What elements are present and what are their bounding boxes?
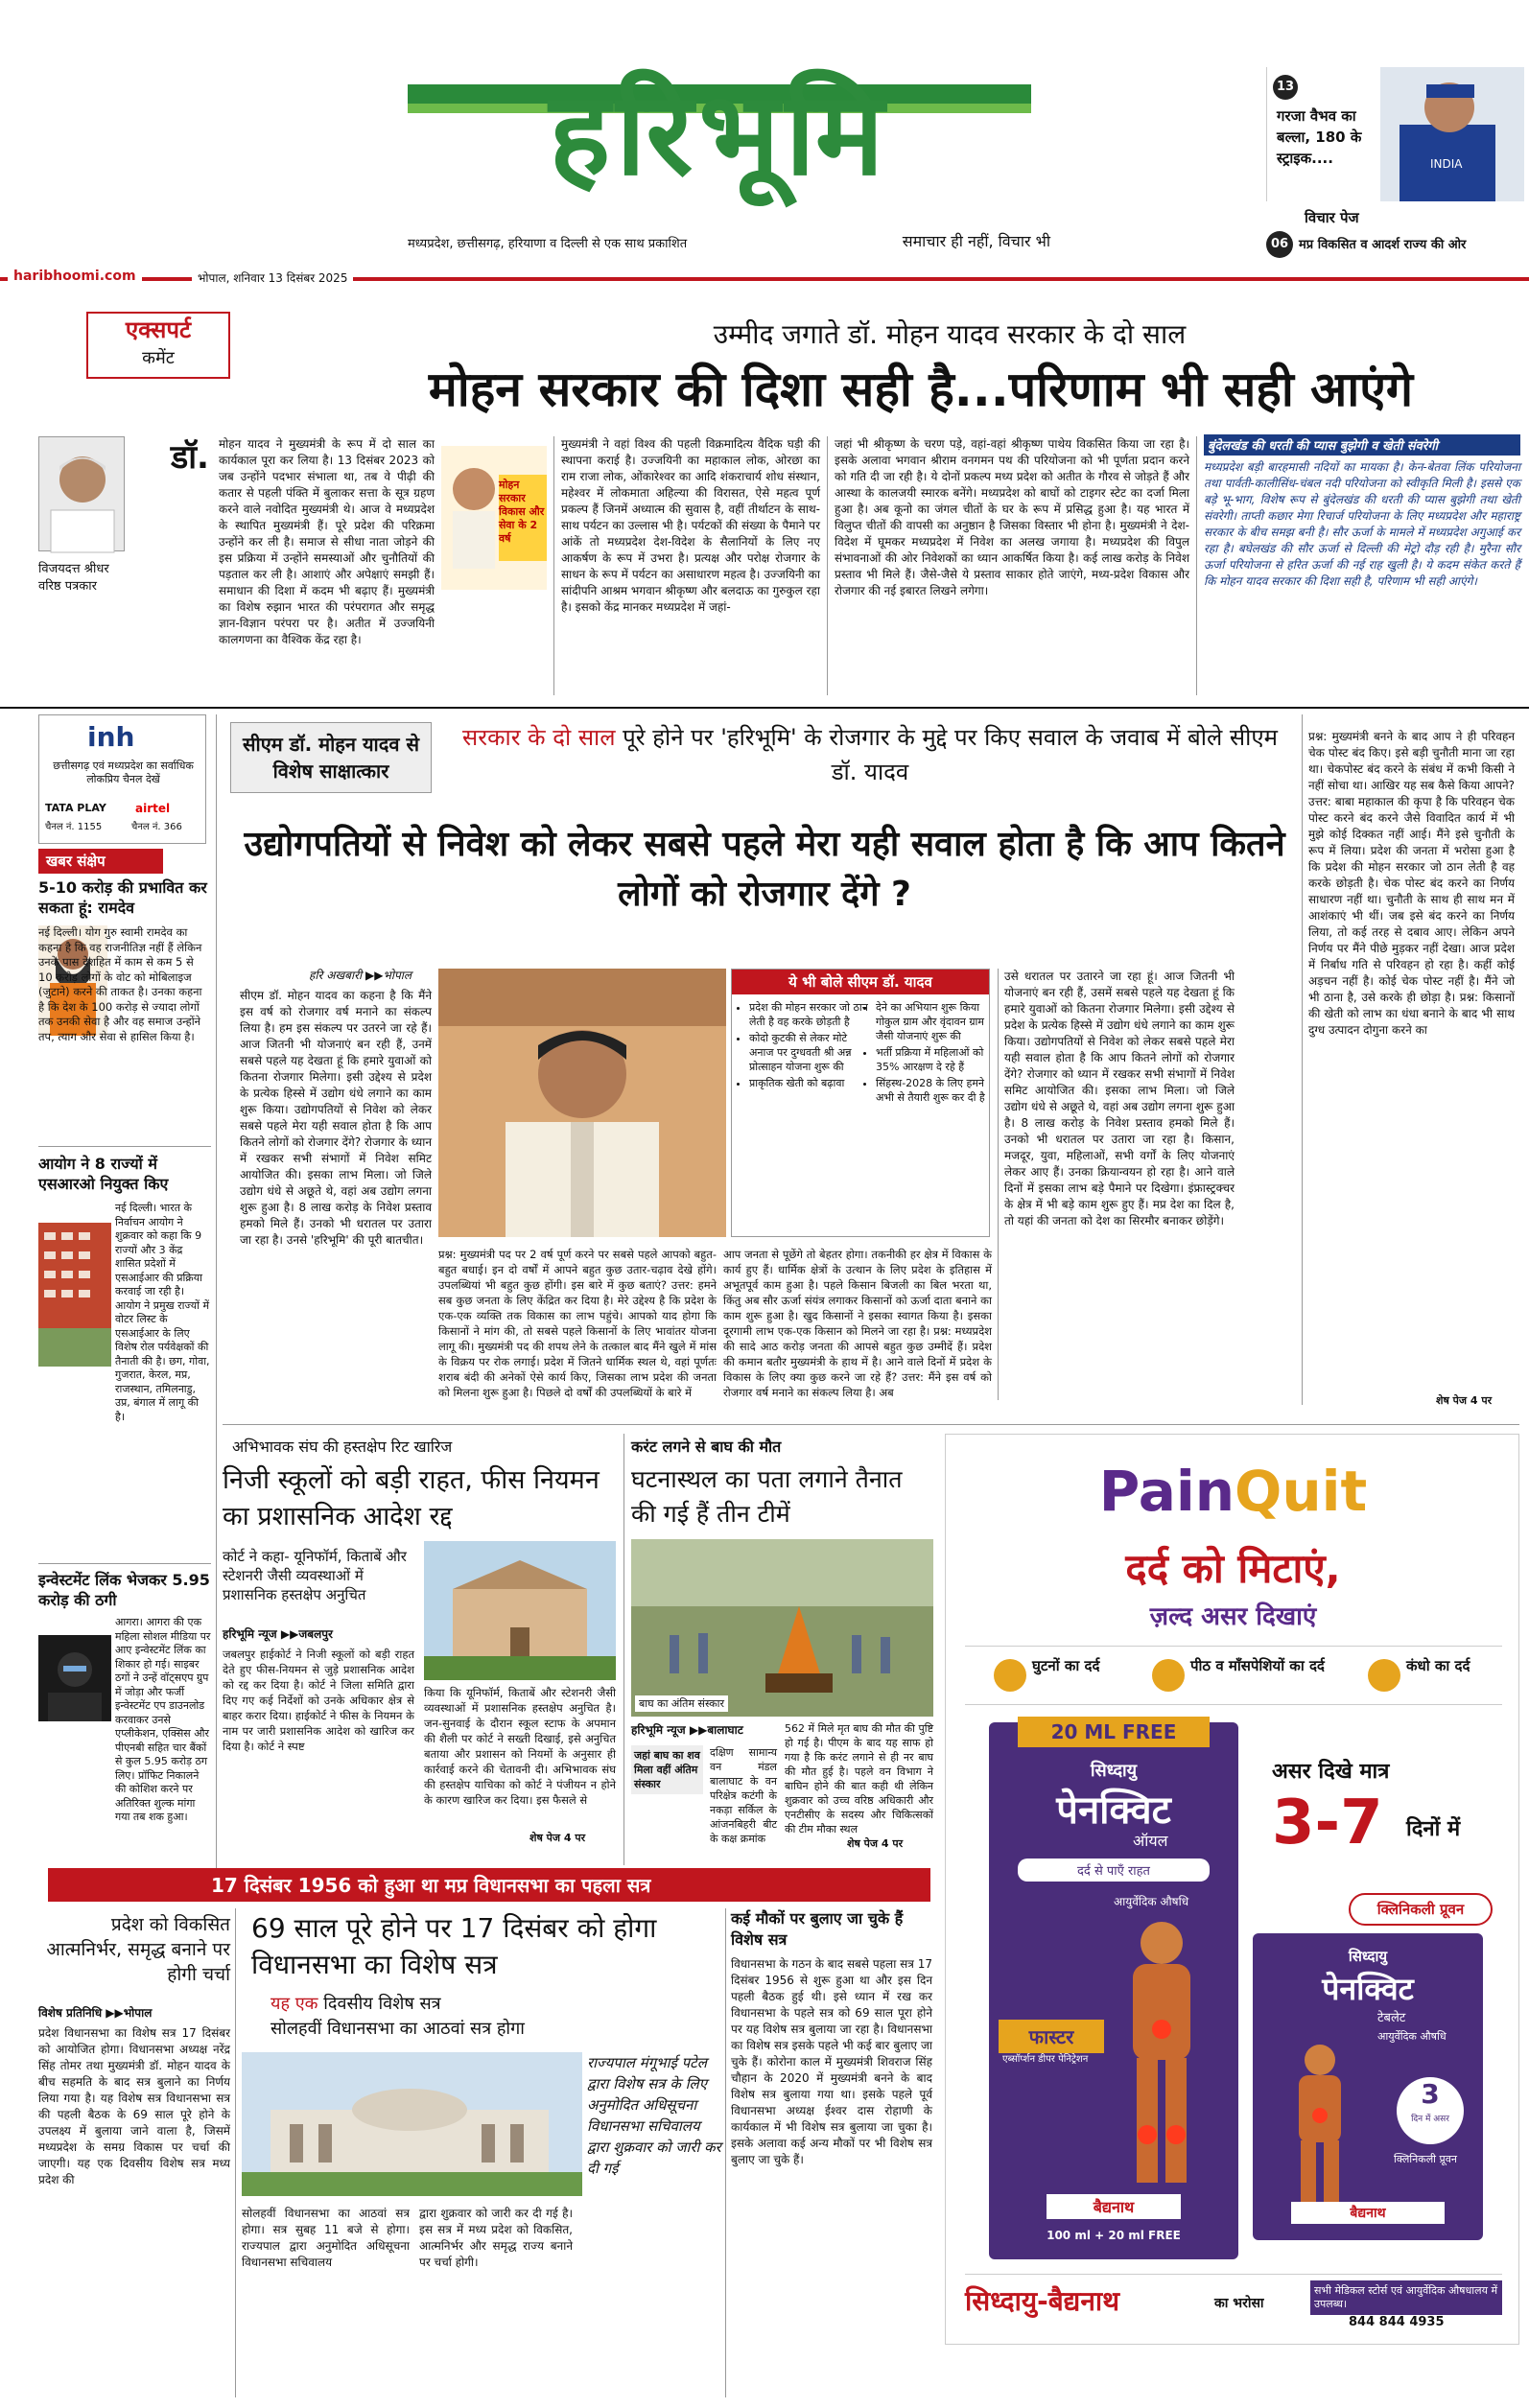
ad-brand-pain: Pain	[1098, 1459, 1235, 1524]
ad-cat-2: पीठ व माँसपेशियों का दर्द	[1190, 1657, 1325, 1674]
interview-continued[interactable]: शेष पेज 4 पर	[1436, 1394, 1493, 1407]
assembly-side-body: प्रदेश विधानसभा का विशेष सत्र 17 दिसंबर को आयोजित होगा। विधानसभा अध्यक्ष नरेंद्र सिंह तोमर तथा मुख्यमंत्री डॉ. मोहन यादव के बीच सहमति के बाद सत्र बुलाने का निर्णय लिया गया है। यह विशेष सत्र विधानसभा सत्र की पहली बैठक के 69 साल पूरे होने के उपलक्ष्य में बुलाया जाने वाला है, जिसमें मध्यप्रदेश के समग्र विकास पर चर्चा की जाएगी। यह एक दिवसीय विशेष सत्र मध्य प्रदेश की	[38, 2026, 230, 2186]
also-said-box	[731, 969, 990, 1237]
tiger-continued[interactable]: शेष पेज 4 पर	[847, 1837, 904, 1850]
tiger-photo	[631, 1539, 933, 1717]
teaser-bottom-text: मप्र विकसित व आदर्श राज्य की ओर	[1299, 238, 1467, 252]
tata-channel: चैनल नं. 1155	[45, 822, 103, 832]
interview-qa2: आप जनता से पूछेंगे तो बेहतर होगा। तकनीकी हर क्षेत्र में विकास के कार्य हुए हैं। धार्मिक क्षेत्रों के उत्थान के लिए प्रदेश के इतिहास में अभूतपूर्व काम हुआ है। पहले किसान बिजली का बिल भरता था, किंतु अब सौर ऊर्जा संयंत्र लगाकर किसानों को ऊर्जा दाता बनाने का काम शुरू हुआ है। खुद किसानों ने इसका स्वागत किया है। इसका दूरगामी लाभ एक-एक किसान को मिलने जा रहा है। प्रश्न: मध्यप्रदेश की सादे आठ करोड़ जनता की आपसे बहुत कुछ उम्मीदें हैं। प्रदेश की कमान बतौर मुख्यमंत्री के हाथ में है। आने वाले दिनों में प्रदेश के विकास के लिए क्या कुछ करने जा रहे हैं? उत्तर: मैंने इस वर्ष को रोजगार वर्ष मनाने का संकल्प लिया है। अब	[723, 1248, 992, 1399]
sidebar-title: खबर संक्षेप	[38, 849, 163, 874]
author-photo	[38, 436, 125, 551]
oil-box	[989, 1722, 1238, 2259]
author-name: विजयदत्त श्रीधर	[38, 562, 109, 576]
ec-building-photo	[38, 1223, 111, 1367]
school-headline: निजी स्कूलों को बड़ी राहत, फीस नियमन का प्रशासनिक आदेश रद्द	[223, 1465, 600, 1531]
expert-label-1: एक्सपर्ट	[125, 316, 192, 343]
school-col1: जबलपुर हाईकोर्ट ने निजी स्कूलों को बड़ी राहत देते हुए फीस-नियमन से जुड़े प्रशासनिक आदेश को रद्द कर दिया है। कोर्ट ने जिला समिति द्वारा दिए गए कई निर्देशों को उनके अधिकार क्षेत्र से बाहर करार दिया। हाईकोर्ट ने फीस के नियमन के नाम पर जारी प्रशासनिक आदेश को खारिज कर दिया है। कोर्ट ने स्पष्ट	[223, 1648, 414, 1753]
sidebar	[38, 849, 211, 1884]
also-said-title: ये भी बोले सीएम डॉ. यादव	[732, 970, 989, 994]
school-kicker: अभिभावक संघ की हस्तक्षेप रिट खारिज	[232, 1438, 453, 1456]
sidebar-story-2-body: नई दिल्ली। भारत के निर्वाचन आयोग ने शुक्रवार को कहा कि 9 राज्यों और 3 केंद्र शासित प्रदेशों में एसआईआर की प्रक्रिया करवाई जा रही है। आयोग ने प्रमुख राज्यों में वोटर लिस्ट के एसआईआर के लिए विशेष रोल पर्यवेक्षकों की तैनाती की है। छग, गोवा, गुजरात, केरल, मप्र, राजस्थान, तमिलनाडु, उप्र, बंगाल में लागू की है।	[115, 1202, 210, 1423]
sidebar-story-1-head[interactable]: 5-10 करोड़ की प्रभावित कर सकता हूं: रामदेव	[38, 878, 207, 917]
inh-desc: छत्तीसगढ़ एवं मध्यप्रदेश का सर्वाधिक लोकप्रिय चैनल देखें	[53, 760, 194, 785]
interview-divider-1	[998, 969, 999, 1400]
ad-cat-3: कंधो का दर्द	[1406, 1657, 1470, 1674]
vidhan-sabha-photo	[242, 2052, 582, 2196]
ad-footer-brand: सिध्दायु-बैद्यनाथ	[965, 2285, 1120, 2317]
teaser-bottom-section: विचार पेज	[1305, 209, 1359, 226]
oil-note: आयुर्वेदिक औषधि	[1114, 1895, 1189, 1908]
tagline-right: समाचार ही नहीं, विचार भी	[902, 232, 1050, 250]
days-number: 3-7	[1272, 1788, 1383, 1859]
interview-box: सीएम डॉ. मोहन यादव से विशेष साक्षात्कार	[230, 722, 432, 793]
ad-headline: दर्द को मिटाएं,	[1125, 1545, 1341, 1592]
faster-label: फास्टर	[999, 2020, 1104, 2053]
body-figure	[1094, 1914, 1229, 2192]
rule-1	[0, 707, 1529, 709]
also-said-list-left	[736, 998, 872, 1092]
sidebar-story-1-body: नई दिल्ली। योग गुरु स्वामी रामदेव का कहना है कि वह राजनीतिज्ञ नहीं हैं लेकिन उनके पास देशहित में काम से कम 5 से 10 करोड़ लोगों के वोट को मोबिलाइज (जुटाने) करने की ताकत है। उनका कहना है कि देश के 100 करोड़ से ज्यादा लोगों तक उनकी सेवा है और वह समाज उन्होंने तप, त्याग और सेवा से हासिल किया है।	[38, 925, 202, 1043]
oil-sidhayu: सिध्दायु	[1090, 1761, 1138, 1781]
ad-footer	[965, 2274, 1502, 2331]
tablet-proven: क्लिनिकली प्रूवन	[1394, 2153, 1457, 2165]
expert-dropcap: डॉ.	[171, 438, 209, 477]
ad-footer-trust: का भरोसा	[1214, 2296, 1264, 2311]
tiger-byline: हरिभूमि न्यूज ▶▶बालाघाट	[631, 1723, 743, 1737]
knee-icon	[994, 1659, 1026, 1692]
school-continued[interactable]: शेष पेज 4 पर	[529, 1832, 586, 1844]
masthead-logo	[408, 56, 1031, 199]
interview-col4: प्रश्न: मुख्यमंत्री बनने के बाद आप ने ही परिवहन चेक पोस्ट बंद किए। इसे बड़ी चुनौती माना जा रहा था। चेकपोस्ट बंद करने के संबंध में कभी किसी ने नहीं सोचा था। आखिर यह सब कैसे किया आपने? उत्तर: बाबा महाकाल की कृपा है कि परिवहन चेक पोस्ट करने बंद करने जैसे विवादित कार्य में भी मुझे कोई दिक्कत नहीं आई। मैंने इसे चुनौती के रूप में लिया। प्रदेश की जनता में भरोसा हुआ है कि प्रदेश की मोहन सरकार जो ठान लेती है वह करके छोड़ती है। चेक पोस्ट बंद करने का निर्णय साधारण नहीं था। चुनौती के साथ ही साथ मन में आशंकाएं भी थीं। जब इसे बंद करने का निर्णय लिया, तो कई तरह से दबाव आए। लेकिन अपने निर्णय पर मैंने पीछे मुड़कर नहीं देखा। आज प्रदेश में निर्बाध गति से परिवहन हो रहा है। कहीं कोई अड़चन नहीं है। कोई चेक पोस्ट नहीं है। मैंने जो भी ठाना है, उसे करके ही छोड़ा है। प्रश्न: किसानों की खेती को लाभ का धंधा बनाने के बाद भी साथ दुग्ध उत्पादन दोगुना करने का	[1308, 730, 1515, 1037]
tablet-sidhayu: सिध्दायु	[1348, 1948, 1388, 1965]
tablet-box	[1253, 1933, 1483, 2240]
tablet-days-number: 3	[1421, 2078, 1440, 2110]
interview-headline: उद्योगपतियों से निवेश को लेकर सबसे पहले मेरा यही सवाल होता है कि आप कितने लोगों को रोजगार देंगे ?	[244, 825, 1285, 914]
mohan-badge	[441, 446, 547, 590]
school-divider	[623, 1434, 624, 1865]
assembly-headline: 69 साल पूरे होने पर 17 दिसंबर को होगा विधानसभा का विशेष सत्र	[251, 1912, 657, 1980]
mohan-badge-text: मोहन सरकार विकास और सेवा के 2 वर्ष	[499, 479, 545, 545]
expert-divider-1	[553, 436, 554, 695]
school-col2: किया कि यूनिफॉर्म, किताबें और स्टेशनरी जैसी व्यवस्थाओं में प्रशासनिक हस्तक्षेप अनुचित है। जन-सुनवाई के दौरान स्कूल स्टाफ के अपमान की शैली पर कोर्ट ने सख्ती दिखाई, इसे अनुचित बताया और प्रशासन को नियमों के अनुसार ही कार्रवाई करने की चेतावनी दी। अभिभावक संघ की हस्तक्षेप याचिका को कोर्ट ने पंजीयन न होने के कारण खारिज कर दिया। इस फैसले से	[424, 1686, 616, 1807]
date-bar	[0, 269, 1529, 288]
ad-brand-quit: Quit	[1235, 1459, 1368, 1524]
expert-divider-3	[1196, 436, 1197, 695]
expert-label	[86, 312, 230, 379]
also-said-list-right	[862, 998, 999, 1107]
tiger-headline: घटनास्थल का पता लगाने तैनात की गई हैं तीन टीमें	[631, 1465, 903, 1528]
ad-cat-1: घुटनों का दर्द	[1032, 1657, 1100, 1674]
assembly-pull: राज्यपाल मंगूभाई पटेल द्वारा विशेष सत्र के लिए अनुमोदित अधिसूचना विधानसभा सचिवालय द्वारा शुक्रवार को जारी कर दी गई	[587, 2054, 721, 2177]
sidebar-story-2-photo	[38, 1223, 111, 1367]
assembly-banner: 17 दिसंबर 1956 को हुआ था मप्र विधानसभा का पहला सत्र	[48, 1868, 930, 1902]
ad-categories	[965, 1646, 1502, 1705]
tablet-figure	[1272, 2039, 1368, 2211]
author-portrait	[39, 437, 126, 552]
assembly-main	[242, 1908, 721, 2397]
school-story	[223, 1434, 616, 1865]
expert-divider-2	[827, 436, 828, 695]
tiger-kicker: करंट लगने से बाघ की मौत	[631, 1438, 782, 1456]
ad-stores: सभी मेडिकल स्टोर्स एवं आयुर्वेदिक औषधालय में उपलब्ध।	[1310, 2280, 1502, 2315]
rule-2	[223, 1424, 1519, 1425]
assembly-photo	[242, 2052, 582, 2196]
assembly-byline: विशेष प्रतिनिधि ▶▶भोपाल	[38, 2006, 153, 2020]
cm-photo	[438, 969, 726, 1237]
interview-section	[223, 714, 1519, 1419]
also-said-item: • सिंहस्थ-2028 के लिए हमने अभी से तैयारी शुरू कर दी है	[876, 1076, 999, 1105]
interview-divider-2	[1302, 714, 1303, 1405]
cricketer-photo	[1380, 67, 1524, 201]
assembly-box-title: कई मौकों पर बुलाए जा चुके हैं विशेष सत्र	[731, 1909, 904, 1949]
oil-baidyanath: बैद्यनाथ	[1047, 2194, 1181, 2219]
tablet-type: टेबलेट	[1377, 2011, 1406, 2025]
dateline: भोपाल, शनिवार 13 दिसंबर 2025	[192, 269, 353, 286]
teaser-bottom[interactable]	[1266, 206, 1525, 264]
oil-type: ऑयल	[1133, 1832, 1168, 1850]
school-byline: हरिभूमि न्यूज ▶▶जबलपुर	[223, 1627, 333, 1641]
interview-kicker-red: सरकार के दो साल	[462, 724, 616, 751]
expert-col2: मुख्यमंत्री ने वहां विश्व की पहली विक्रमादित्य वैदिक घड़ी की स्थापना कराई है। उज्जयिनी का महाकाल लोक, ओरछा का राम राजा लोक, ओंकारेश्वर का आदि शंकराचार्य शोध संस्थान, महेश्वर में लोकमाता अहिल्या की विरासत, ऐसे महत्व पूर्ण प्रकल्प हैं जिनमें अध्यात्म की सुवास है, वहीं तीर्थाटन के साथ-साथ पर्यटन का उल्लास भी है। पर्यटकों की संख्या के पैमाने पर आंकें तो मध्यप्रदेश देश-विदेश के सैलानियों के लिए नए आकर्षण के रूप में उभरा है। प्रत्यक्ष और परोक्ष रोजगार के साधन के रूप में पर्यटन का असाधारण महत्व है। उज्जयिनी का सांदीपनि आश्रम भगवान श्रीकृष्ण और बलदाऊ का गुरुकुल रहा है। इसको केंद्र मानकर मध्यप्रदेश में जहां-	[561, 437, 820, 614]
tablet-baidyanath: बैद्यनाथ	[1291, 2202, 1445, 2224]
tablet-days-label: दिन में असर	[1411, 2115, 1449, 2124]
hacker-photo	[38, 1635, 111, 1721]
expert-kicker: उम्मीद जगाते डॉ. मोहन यादव सरकार के दो साल	[713, 318, 1187, 350]
oil-product: पेनक्विट	[1056, 1788, 1171, 1833]
sidebar-divider	[216, 714, 217, 1884]
assembly-sub-rest: दिवसीय विशेष सत्र	[323, 1994, 441, 2014]
cm-portrait	[438, 969, 726, 1237]
court-building	[424, 1541, 616, 1680]
assembly-divider-1	[235, 1908, 236, 2397]
sidebar-story-3-body: आगरा। आगरा की एक महिला सोशल मीडिया पर आए इन्वेस्टमेंट लिंक का शिकार हो गई। साइबर ठगों ने उन्हें वॉट्सएप ग्रुप में जोड़ा और फर्जी इन्वेस्टमेंट एप डाउनलोड करवाकर उनसे एप्लीकेशन, एक्सिस और पीएनबी सहित चार बैंकों से कुल 5.95 करोड़ ठग लिए। प्रॉफिट निकालने की कोशिश करने पर अतिरिक्त शुल्क मांगा गया तब शक हुआ।	[115, 1616, 211, 1823]
expert-section	[0, 302, 1529, 705]
teaser-top-page: 13	[1273, 75, 1298, 100]
assembly-sub2: सोलहवीं विधानसभा का आठवां सत्र होगा	[271, 2019, 525, 2039]
proven-badge: क्लिनिकली प्रूवन	[1349, 1893, 1493, 1926]
school-sub: कोर्ट ने कहा- यूनिफॉर्म, किताबें और स्टेशनरी जैसी व्यवस्थाओं में प्रशासनिक हस्तक्षेप अनुचित	[223, 1548, 407, 1603]
assembly-sub	[271, 1993, 558, 2016]
sidebar-rule-1	[38, 1146, 211, 1147]
days-label: दिनों में	[1406, 1817, 1461, 1841]
ad-sub: ज़ल्द असर दिखाएं	[1149, 1602, 1317, 1631]
interview-qa1: प्रश्न: मुख्यमंत्री पद पर 2 वर्ष पूर्ण करने पर सबसे पहले आपको बहुत-बहुत बधाई। इन दो वर्षों में आपने बहुत कुछ उतार-चढ़ाव देखे होंगे। उपलब्धियां भी बहुत कुछ होंगी। इस बारे में कुछ बताएं? उत्तर: हमने सब कुछ जनता के लिए केंद्रित कर दिया है। मेरे उद्देश्य है कि प्रदेश के एक-एक व्यक्ति तक विकास का लाभ पहुंचे। आपको याद होगा कि किसानों ने मांग की, तो सबसे पहले किसानों के लिए भावांतर योजना लागू की। मुख्यमंत्री पद की शपथ लेने के तत्काल बाद मैंने खुले में मांस के विक्रय पर रोक लगाई। प्रदेश में जितने धार्मिक स्थल थे, वहां पूर्णतः शराब बंदी की अनेकों ऐसे कार्य किए, जिसका लाभ प्रदेश की जनता को मिलना शुरू हुआ है। पिछले दो वर्षों की उपलब्धियों के बारे में	[438, 1248, 717, 1399]
interview-byline: हरि अखबारी ▶▶भोपाल	[309, 969, 412, 982]
court-photo	[424, 1541, 616, 1680]
ad-brand	[946, 1459, 1520, 1524]
airtel: airtel	[135, 802, 171, 815]
oil-free: 20 ML FREE	[1018, 1717, 1210, 1747]
svg-text:INDIA: INDIA	[1430, 157, 1463, 171]
ad-phone[interactable]: 844 844 4935	[1349, 2315, 1445, 2329]
tablet-product: पेनक्विट	[1322, 1971, 1414, 2007]
teaser-top[interactable]	[1266, 67, 1525, 201]
masthead	[0, 0, 1529, 292]
assembly-box	[731, 1908, 932, 2397]
faster-sub: एब्सॉर्प्शन डीपर पेनिट्रेशन	[1002, 2054, 1089, 2065]
tiger-col1: दक्षिण सामान्य वन मंडल बालाघाट के वन परिक्षेत्र कटंगी के नकड़ा सर्किल के आंजनबिहरी बीट के कक्ष क्रमांक	[710, 1746, 777, 1845]
inh-logo: inh	[87, 721, 135, 753]
interview-kicker	[448, 720, 1292, 789]
sidebar-story-3-photo	[38, 1635, 111, 1721]
inh-ad[interactable]	[38, 714, 206, 844]
painquit-ad[interactable]	[945, 1434, 1519, 2345]
also-said-item: • भर्ती प्रक्रिया में महिलाओं को 35% आरक्षण दे रहे हैं	[876, 1045, 999, 1074]
expert-col1: मोहन यादव ने मुख्यमंत्री के रूप में दो साल का कार्यकाल पूरा कर लिया है। 13 दिसंबर 2023 को जब उन्होंने पदभार संभाला था, तब वे पीढ़ी की कतार से पहली पंक्ति में बुलाकर सत्ता के सूत्र ग्रहण करने वाले नवोदित मुख्यमंत्री थे। आज वे मध्यप्रदेश के स्थापित मुख्यमंत्री हैं। पूरे प्रदेश की परिक्रमा उन्होंने कर ली है। समाज से सीधा नाता जोड़ने की इस प्रक्रिया में उन्होंने समस्याओं और चुनौतियों की पड़ताल कर ली है। आशाएं और अपेक्षाएं समझी हैं। समाधान की दिशा में कदम भी बढ़ाए हैं। मुख्यमंत्री का विशेष रुझान भारत की परंपरागत और समृद्ध ज्ञान-विज्ञान परंपरा पर है। अतीत में उज्जयिनी कालगणना का वैश्विक केंद्र रहा है।	[219, 437, 435, 646]
shoulder-icon	[1368, 1659, 1400, 1692]
oil-volume: 100 ml + 20 ml FREE	[1047, 2229, 1181, 2242]
tagline-left: मध्यप्रदेश, छत्तीसगढ़, हरियाणा व दिल्ली से एक साथ प्रकाशित	[408, 237, 688, 251]
logo-text: हरिभूमि	[549, 68, 890, 201]
author-role: वरिष्ठ पत्रकार	[38, 579, 97, 594]
sidebar-story-3-head[interactable]: इन्वेस्टमेंट लिंक भेजकर 5.95 करोड़ की ठगी	[38, 1571, 210, 1609]
effect-label: असर दिखे मात्र	[1272, 1760, 1390, 1784]
assembly-side	[38, 1908, 230, 2397]
also-said-item: • प्राकृतिक खेती को बढ़ावा	[749, 1076, 872, 1090]
expert-col3: जहां भी श्रीकृष्ण के चरण पड़े, वहां-वहां श्रीकृष्ण पाथेय विकसित किया जा रहा है। इसके अलावा भगवान श्रीराम वनगमन पथ की परियोजना को भी पूर्णता प्रदान करने को गति दी जा रही है। ये दोनों प्रकल्प मध्य प्रदेश को अतीत के गौरव से जोड़ते हैं और आस्था के कालजयी स्मारक बनेंगे। मध्यप्रदेश को बाघों को टाइगर स्टेट का दर्जा मिला हुआ है। अब कूनो का जंगल चीतों के घर के रूप में प्रसिद्ध हुआ है। यह भारत में विलुप्त चीतों की वापसी का अनुष्ठान है जिसका विस्तार भी होना है। मुख्यमंत्री ने देश-विदेश में घूमकर मध्यप्रदेश में निवेश का अलख जगाया है। मध्यप्रदेश की विपुल संभावनाओं की ओर निवेशकों का ध्यान आकर्षित किया है। कई लाख करोड़ के निवेश प्रस्ताव भी मिले हैं। जैसे-जैसे ये प्रस्ताव साकार होते जाएंगे, मध्य-प्रदेश विकास और रोजगार की नई इबारत लिखने लगेगा।	[835, 437, 1189, 597]
tiger-caption: बाघ का अंतिम संस्कार	[635, 1695, 728, 1712]
tiger-funeral-photo	[631, 1539, 933, 1717]
also-said-item: • प्रदेश की मोहन सरकार जो ठान लेती है वह करके छोड़ती है	[749, 1000, 872, 1029]
expert-headline: मोहन सरकार की दिशा सही है...परिणाम भी सही आएंगे	[428, 362, 1414, 417]
expert-label-2: कमेंट	[142, 348, 175, 368]
tiger-story	[631, 1434, 933, 1865]
airtel-channel: चैनल नं. 366	[131, 822, 182, 832]
also-said-item: • कोदो कुटकी से लेकर मोटे अनाज पर दुग्धवती श्री अन्न प्रोत्साहन योजना शुरू की	[749, 1031, 872, 1074]
website[interactable]: haribhoomi.com	[8, 269, 142, 284]
also-said-item: • देने का अभियान शुरू किया गोकुल ग्राम और वृंदावन ग्राम जैसी योजनाएं शुरू की	[876, 1000, 999, 1043]
assembly-box-body: विधानसभा के गठन के बाद सबसे पहला सत्र 17 दिसंबर 1956 से शुरू हुआ था और इस दिन पहली बैठक हुई थी। इसे ध्यान में रख कर विधानसभा के पहले सत्र को 69 साल पूरा होने पर यह विशेष सत्र बुलाया जा रहा है। विधानसभा का विशेष सत्र इसके पहले भी कई बार बुलाए जा चुके हैं। कोरोना काल में मुख्यमंत्री शिवराज सिंह चौहान के 2020 में मुख्यमंत्री बनने के बाद विशेष सत्र बुलाया गया था। इसके पहले पूर्व विधानसभा अध्यक्ष ईश्वर दास रोहाणी के कार्यकाल में भी विशेष सत्र बुलाया जा चुका है। इसके अलावा कई अन्य मौकों पर भी विशेष सत्र बुलाए जा चुके हैं।	[731, 1957, 932, 2166]
teaser-bottom-page: 06	[1266, 231, 1293, 258]
interview-col1: सीएम डॉ. मोहन यादव का कहना है कि मैंने इस वर्ष को रोजगार वर्ष मनाने का संकल्प लिया है। हम इस संकल्प पर उतरने जा रहे हैं। आज जितनी भी योजनाएं बन रही हैं, उनमें सबसे पहले यह देखता हूं कि हमारे युवाओं को कितना रोजगार मिलेगा। इसी उद्देश्य से प्रदेश के प्रत्येक हिस्से में उद्योग धंधे लगाने का काम शुरू किया। उद्योगपतियों से निवेश को लेकर सबसे पहले मेरा यही सवाल होता है कि आप कितने लोगों को रोजगार देंगे? रोजगार के ध्यान में रखकर सभी संभागों में निवेश समिट आयोजित की। इसका लाभ मिला। जो जिले उद्योग धंधे से अछूते थे, वहां अब उद्योग लगना शुरू हुआ है। 8 लाख करोड़ के निवेश प्रस्ताव हमको मिले हैं। उनको भी धरातल पर उतारा जा रहा है। उनसे 'हरिभूमि' की पूरी बातचीत।	[240, 989, 432, 1247]
teaser-top-text: गरजा वैभव का बल्ला, 180 के स्ट्राइक....	[1277, 107, 1362, 167]
assembly-side-head: प्रदेश को विकसित आत्मनिर्भर, समृद्ध बनाने पर होगी चर्चा	[46, 1914, 230, 1985]
sidebar-story-2-head[interactable]: आयोग ने 8 राज्यों में एसआरओ नियुक्त किए	[38, 1155, 169, 1193]
tiger-quote: जहां बाघ का शव मिला वहीं अंतिम संस्कार	[631, 1745, 703, 1794]
assembly-body1: सोलहवीं विधानसभा का आठवां सत्र होगा। सत्र सुबह 11 बजे से होगा। राज्यपाल द्वारा अनुमोदित अधिसूचना विधानसभा सचिवालय	[242, 2207, 410, 2269]
back-icon	[1152, 1659, 1185, 1692]
assembly-body2: द्वारा शुक्रवार को जारी कर दी गई है। इस सत्र में मध्य प्रदेश को विकसित, आत्मनिर्भर और समृद्ध राज्य बनाने पर चर्चा होगी।	[419, 2207, 573, 2269]
tablet-note: आयुर्वेदिक औषधि	[1377, 2030, 1447, 2043]
tata-play: TATA PLAY	[45, 802, 106, 814]
expert-col4-title: बुंदेलखंड की धरती की प्यास बुझेगी व खेती संवरेगी	[1204, 434, 1520, 456]
interview-col3: उसे धरातल पर उतारने जा रहा हूं। आज जितनी भी योजनाएं बन रही हैं, उसमें सबसे पहले यह देखता हूं कि हमारे युवाओं को कितना रोजगार मिलेगा। इसी उद्देश्य से प्रदेश के प्रत्येक हिस्से में उद्योग धंधे लगाने का काम शुरू किया। उद्योगपतियों से निवेश को लेकर सबसे पहले मेरा यही सवाल होता है कि आप कितने लोगों को रोजगार देंगे? रोजगार को ध्यान में रखकर सभी संभागों में निवेश समिट आयोजित की। इसका लाभ मिला। जो जिले उद्योग धंधे से अछूते थे, वहां अब उद्योग लगना शुरू हुआ है। 8 लाख करोड़ के निवेश प्रस्ताव हमको मिले हैं। उनको भी धरातल पर उतारा जा रहा है। किसान, मजदूर, युवा, महिलाओं, सभी वर्गों के लिए योजनाएं लेकर आए हैं। उनका क्रियान्वयन हो रहा है। आने वाले दिनों में इसका लाभ बड़े पैमाने पर दिखेगा। इंफ्रास्ट्रक्चर के क्षेत्र में भी बड़े काम शुरू हुए हैं। मप्र देश का दिल है, तो यहां की जनता को देश का सिरमौर बनाकर छोड़ेंगे।	[1004, 970, 1235, 1227]
assembly-sub-red: यह एक	[271, 1994, 318, 2014]
tiger-col2: 562 में मिले मृत बाघ की मौत की पुष्टि हो गई है। पीएम के बाद यह साफ हो गया है कि करंट लगाने से ही नर बाघ की मौत हुई है। पहले वन विभाग ने बाघिन होने की बात कही थी लेकिन शुक्रवार को उच्च वरिष्ठ अधिकारी और एनटीसीए के सदस्य और चिकित्सकों की टीम मौका स्थल	[785, 1722, 933, 1835]
oil-sub: दर्द से पाएँ राहत	[1018, 1859, 1210, 1882]
interview-kicker-rest: पूरे होने पर 'हरिभूमि' के रोजगार के मुद्दे पर किए सवाल के जवाब में बोले सीएम डॉ. यादव	[623, 724, 1278, 785]
tablet-days-badge	[1397, 2077, 1464, 2144]
sidebar-rule-2	[38, 1563, 211, 1564]
expert-col4: मध्यप्रदेश बड़ी बारहमासी नदियों का मायका है। केन-बेतवा लिंक परियोजना तथा पार्वती-कालीसिंध-चंबल नदी परियोजना को स्वीकृति मिली है। इससे एक बड़े भू-भाग, विशेष रूप से बुंदेलखंड की धरती की प्यास बुझेगी तथा खेती संवरेगी। ताप्ती कछार मेगा रिचार्ज परियोजना के लिए मध्यप्रदेश और महाराष्ट्र सरकार के बीच समझ बनी है। सौर ऊर्जा के मामले में मध्यप्रदेश अगुआई कर रहा है। बघेलखंड की सौर ऊर्जा से दिल्ली की मेट्रो दौड़ रही है। मुरैना सौर ऊर्जा परियोजना से हरित ऊर्जा की नई राह खुली है। ये कदम संकेत करते हैं कि मोहन यादव सरकार की दिशा सही है, परिणाम भी सही आएंगे।	[1204, 460, 1520, 588]
assembly-divider-2	[725, 1908, 726, 2397]
